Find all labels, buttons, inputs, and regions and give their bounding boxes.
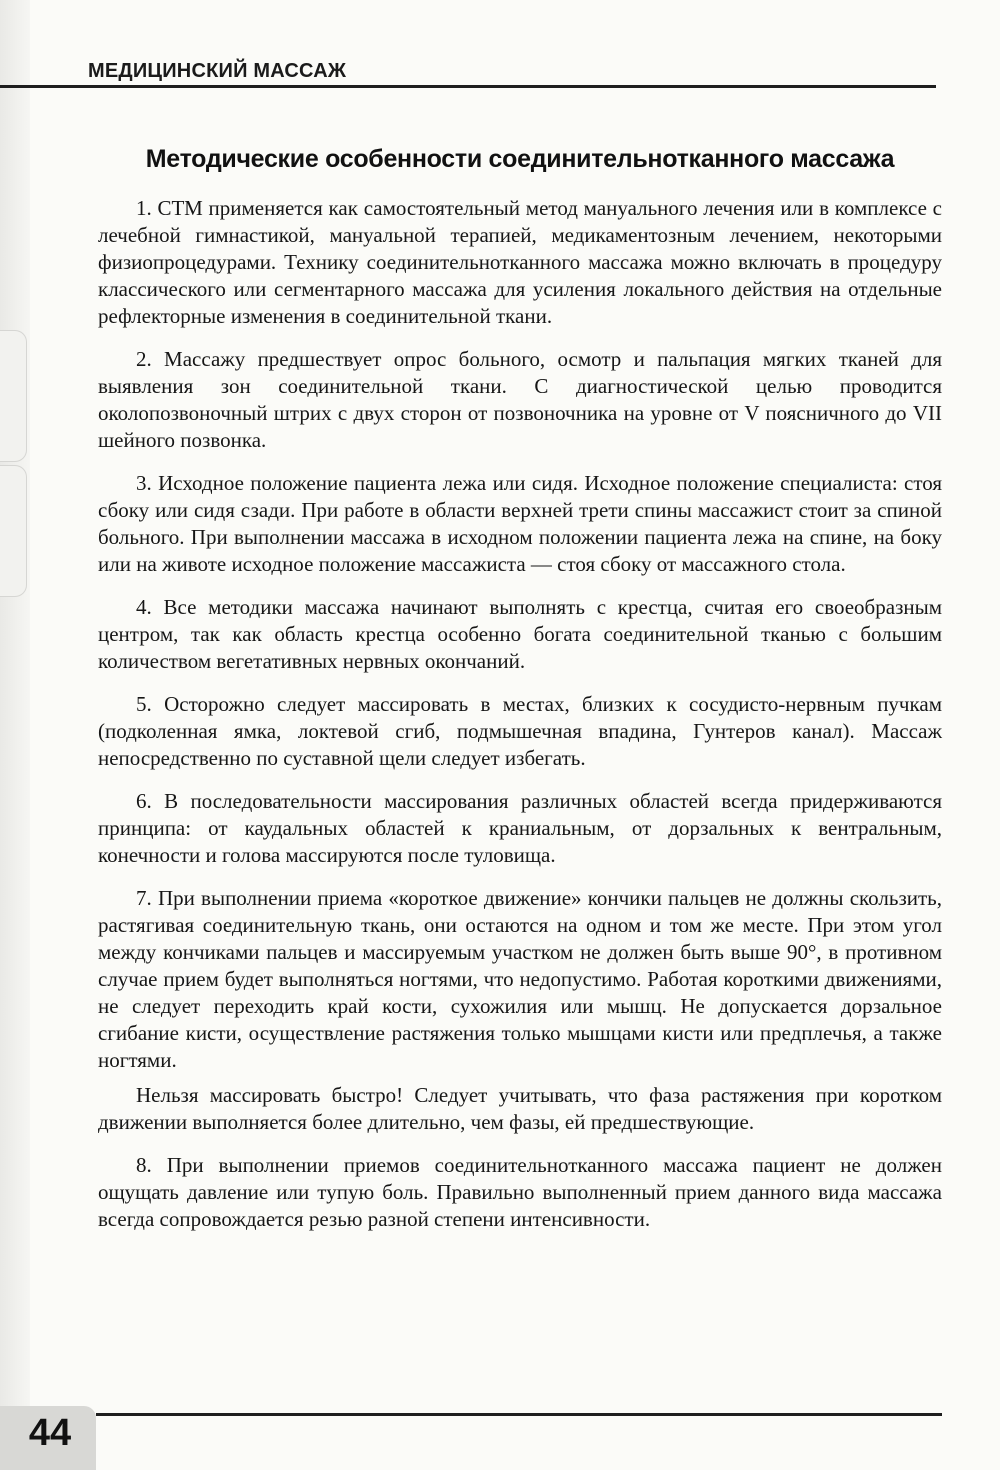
footer-rule: [96, 1413, 942, 1416]
paragraph-7-note: Нельзя массировать быстро! Следует учитывать, что фаза растяжения при коротком движении выполняется более длительно, чем фазы, ей предшествующие.: [98, 1083, 942, 1134]
paragraph-8: 8. При выполнении приемов соединительнотканного массажа пациент не должен ощущать давление или тупую боль. Правильно выполненный прием данного вида массажа всегда сопровождается резью разной степени интенсивности.: [98, 1153, 942, 1231]
paragraph-3: 3. Исходное положение пациента лежа или сидя. Исходное положение специалиста: стоя сбоку или сидя сзади. При работе в области верхней трети спины массажист стоит за спиной больного. При выполнении массажа в исходном положении пациента лежа на спине, на боку или на животе исходное положение массажиста — стоя сбоку от массажного стола.: [98, 471, 942, 576]
header-rule: [0, 85, 936, 88]
paragraph-4: 4. Все методики массажа начинают выполнять с крестца, считая его своеобразным центром, так как область крестца особенно богата соединительной тканью с большим количеством вегетативных нервных окончаний.: [98, 595, 942, 673]
page-edge-tab: [0, 0, 30, 1470]
edge-notch: [0, 330, 27, 462]
page-number: 44: [28, 1412, 72, 1454]
section-title: Методические особенности соединительнотканного массажа: [145, 145, 895, 173]
paragraph-1: 1. СТМ применяется как самостоятельный метод мануального лечения или в комплексе с лечебной гимнастикой, мануальной терапией, медикаментозным лечением, некоторыми физиопроцедурами. Технику соединительнотканного массажа можно включать в процедуру классического или сегментарного массажа для усиления локального действия на отдельные рефлекторные изменения в соединительной ткани.: [98, 196, 942, 328]
paragraph-6: 6. В последовательности массирования различных областей всегда придерживаются принципа: от каудальных областей к краниальным, от дорзальных к вентральным, конечности и голова массируются после туловища.: [98, 789, 942, 867]
body-text: [98, 195, 942, 1249]
running-header: МЕДИЦИНСКИЙ МАССАЖ: [88, 60, 347, 82]
paragraph-7: 7. При выполнении приема «короткое движение» кончики пальцев не должны скользить, растягивая соединительную ткань, они остаются на одном и том же месте. При этом угол между кончиками пальцев и массируемым участком не должен быть выше 90°, в противном случае прием будет выполняться ногтями, что недопустимо. Работая короткими движениями, не следует переходить край кости, сухожилия или мышц. Не допускается дорзальное сгибание кисти, осуществление растяжения только мышцами кисти или предплечья, а также ногтями.: [98, 886, 942, 1072]
paragraph-2: 2. Массажу предшествует опрос больного, осмотр и пальпация мягких тканей для выявления зон соединительной ткани. С диагностической целью проводится околопозвоночный штрих с двух сторон от позвоночника на уровне от V поясничного до VII шейного позвонка.: [98, 347, 942, 452]
edge-notch: [0, 465, 27, 597]
paragraph-5: 5. Осторожно следует массировать в местах, близких к сосудисто-нервным пучкам (подколенная ямка, локтевой сгиб, подмышечная впадина, Гунтеров канал). Массаж непосредственно по суставной щели следует избегать.: [98, 692, 942, 770]
